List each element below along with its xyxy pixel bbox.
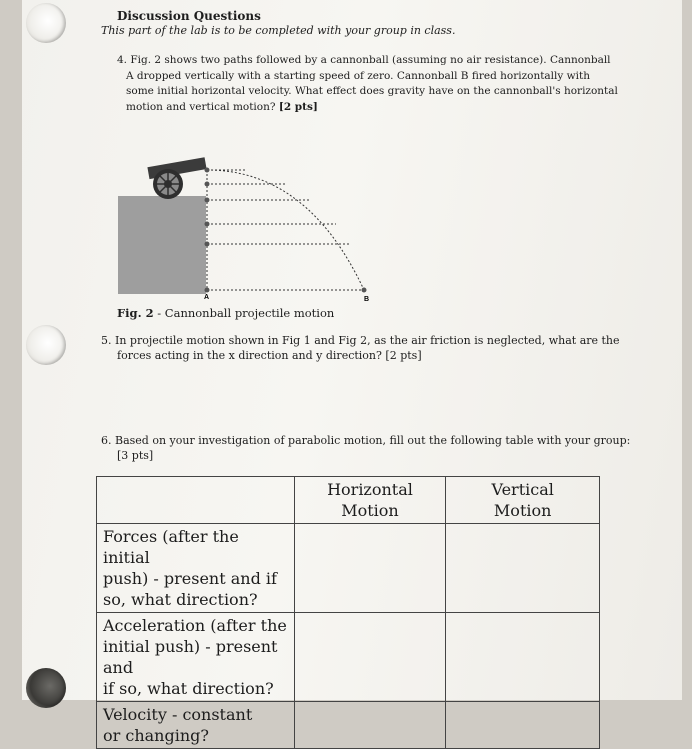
cannonball-figure xyxy=(118,148,378,304)
answer-velocity-vertical[interactable] xyxy=(446,702,600,749)
header-horizontal: Horizontal Motion xyxy=(294,477,446,524)
binder-hole-top xyxy=(26,3,66,43)
binder-hole-bottom xyxy=(26,668,66,708)
ball-markers xyxy=(205,168,367,293)
section-title: Discussion Questions xyxy=(117,9,261,23)
question-4 xyxy=(117,53,618,115)
table-row xyxy=(97,613,600,702)
q4-line-4: motion and vertical motion? xyxy=(126,100,276,113)
answer-acceleration-vertical[interactable] xyxy=(446,613,600,702)
table-row xyxy=(97,524,600,613)
answer-acceleration-horizontal[interactable] xyxy=(294,613,446,702)
binder-hole-middle xyxy=(26,325,66,365)
figure-caption: Fig. 2 - Cannonball projectile motion xyxy=(117,306,335,320)
label-b: B xyxy=(364,296,370,303)
answer-forces-vertical[interactable] xyxy=(446,524,600,613)
cliff-block xyxy=(118,196,206,294)
header-vertical: Vertical Motion xyxy=(446,477,600,524)
row-label-acceleration: Acceleration (after the initial push) - present and if so, what direction? xyxy=(97,613,295,702)
q5-points: [2 pts] xyxy=(385,349,422,362)
answer-velocity-horizontal[interactable] xyxy=(294,702,446,749)
q4-line-2: A dropped vertically with a starting speed of zero. Cannonball B fired horizontally with xyxy=(126,69,590,82)
table-header-row xyxy=(97,477,600,524)
q4-line-3: some initial horizontal velocity. What effect does gravity have on the cannonball's horizontal xyxy=(126,85,618,97)
q5-line-1: 5. In projectile motion shown in Fig 1 and Fig 2, as the air friction is neglected, what are the xyxy=(101,334,620,347)
question-6 xyxy=(101,433,630,463)
q6-points: [3 pts] xyxy=(117,449,154,462)
q6-line-1: 6. Based on your investigation of parabolic motion, fill out the following table with your group: xyxy=(101,434,631,447)
label-a: A xyxy=(204,294,210,301)
row-label-forces: Forces (after the initial push) - present and if so, what direction? xyxy=(97,524,295,613)
answer-forces-horizontal[interactable] xyxy=(294,524,446,613)
trajectory-guides xyxy=(207,170,364,290)
motion-table xyxy=(96,476,600,749)
q4-line-1: 4. Fig. 2 shows two paths followed by a cannonball (assuming no air resistance). Cannonball xyxy=(117,54,611,66)
cannon-icon xyxy=(147,157,206,199)
row-label-velocity: Velocity - constant or changing? xyxy=(97,702,295,749)
question-5 xyxy=(101,333,620,363)
table-row xyxy=(97,702,600,749)
header-empty-cell xyxy=(97,477,295,524)
q4-points: [2 pts] xyxy=(278,100,318,113)
q5-line-2: forces acting in the x direction and y direction? xyxy=(117,349,382,362)
section-subtitle: This part of the lab is to be completed with your group in class. xyxy=(101,24,456,37)
